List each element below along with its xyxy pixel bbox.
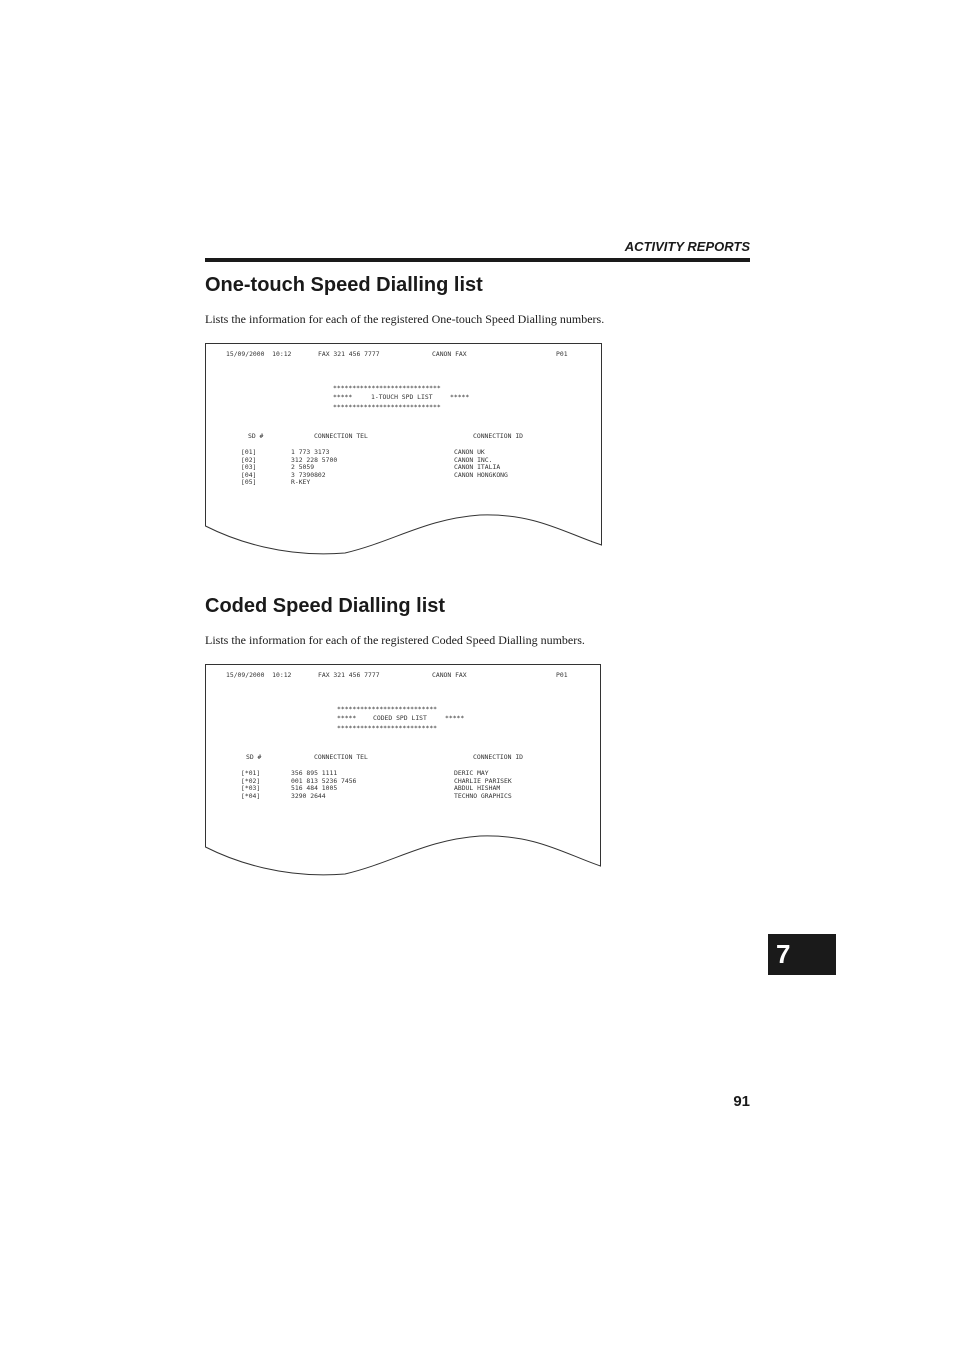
report-page: P01 — [556, 350, 568, 358]
table-row-sd: [01] — [241, 448, 257, 456]
banner-stars-left: ***** — [333, 393, 353, 401]
banner-title: 1-TOUCH SPD LIST — [371, 393, 433, 401]
report-date-time: 15/09/2000 10:12 — [226, 350, 292, 358]
chapter-tab: 7 — [768, 934, 836, 975]
table-row-id: DERIC MAY — [454, 769, 489, 777]
table-row-tel: 2 5059 — [291, 463, 315, 471]
section-title-one-touch: One-touch Speed Dialling list — [205, 274, 483, 296]
table-row-id: CHARLIE PARISEK — [454, 776, 512, 785]
column-header-tel: CONNECTION TEL — [314, 432, 368, 440]
banner-stars-bottom: **************************** — [333, 403, 441, 411]
table-row-sd: [*02] — [241, 776, 261, 785]
table-row-id: CANON UK — [454, 448, 485, 456]
table-row-sd: [*04] — [241, 791, 261, 800]
table-row-id: CANON ITALIA — [454, 463, 501, 471]
banner-stars-top: **************************** — [333, 384, 441, 392]
running-header: ACTIVITY REPORTS — [624, 239, 750, 254]
report-fax-number: FAX 321 456 7777 — [318, 671, 380, 679]
banner-stars-bottom: ************************** — [337, 724, 438, 732]
table-row-id: CANON HONGKONG — [454, 470, 508, 479]
banner-title: CODED SPD LIST — [373, 714, 427, 722]
table-row-sd: [*01] — [241, 769, 261, 777]
section-description-one-touch: Lists the information for each of the registered One-touch Speed Dialling numbers. — [205, 312, 605, 326]
table-row-tel: 3 7390802 — [291, 470, 326, 479]
page-number: 91 — [733, 1093, 750, 1110]
section-title-coded: Coded Speed Dialling list — [205, 595, 446, 617]
report-fax-number: FAX 321 456 7777 — [318, 350, 380, 358]
header-rule — [205, 258, 750, 262]
report-sender: CANON FAX — [432, 350, 467, 358]
table-row-sd: [04] — [241, 470, 257, 479]
table-row-tel: 3290 2644 — [291, 791, 326, 800]
table-row-sd: [*03] — [241, 784, 261, 792]
table-row-id: TECHNO GRAPHICS — [454, 791, 512, 800]
table-row-tel: R-KEY — [291, 478, 311, 486]
table-row-tel: 001 813 5236 7456 — [291, 776, 357, 785]
column-header-sd: SD # — [246, 753, 262, 761]
column-header-id: CONNECTION ID — [473, 432, 524, 440]
column-header-sd: SD # — [248, 432, 264, 440]
report-sender: CANON FAX — [432, 671, 467, 679]
banner-stars-right: ***** — [445, 714, 465, 722]
table-row-tel: 516 484 1005 — [291, 784, 338, 792]
report-paper-outline — [205, 664, 602, 879]
section-description-coded: Lists the information for each of the registered Coded Speed Dialling numbers. — [205, 633, 585, 647]
report-coded — [205, 664, 602, 879]
banner-stars-top: ************************** — [337, 705, 438, 713]
table-row-sd: [05] — [241, 478, 257, 486]
banner-stars-left: ***** — [337, 714, 357, 722]
report-date-time: 15/09/2000 10:12 — [226, 671, 292, 679]
report-one-touch — [205, 343, 602, 558]
table-row-tel: 1 773 3173 — [291, 448, 330, 456]
table-row-sd: [03] — [241, 463, 257, 471]
banner-stars-right: ***** — [450, 393, 470, 401]
column-header-id: CONNECTION ID — [473, 753, 524, 761]
table-row-id: CANON INC. — [454, 455, 493, 464]
table-row-tel: 356 895 1111 — [291, 769, 338, 777]
report-paper-outline — [205, 343, 602, 558]
column-header-tel: CONNECTION TEL — [314, 753, 368, 761]
table-row-tel: 312 228 5700 — [291, 455, 338, 464]
report-page: P01 — [556, 671, 568, 679]
table-row-id: ABDUL HISHAM — [454, 784, 501, 792]
table-row-sd: [02] — [241, 455, 257, 464]
